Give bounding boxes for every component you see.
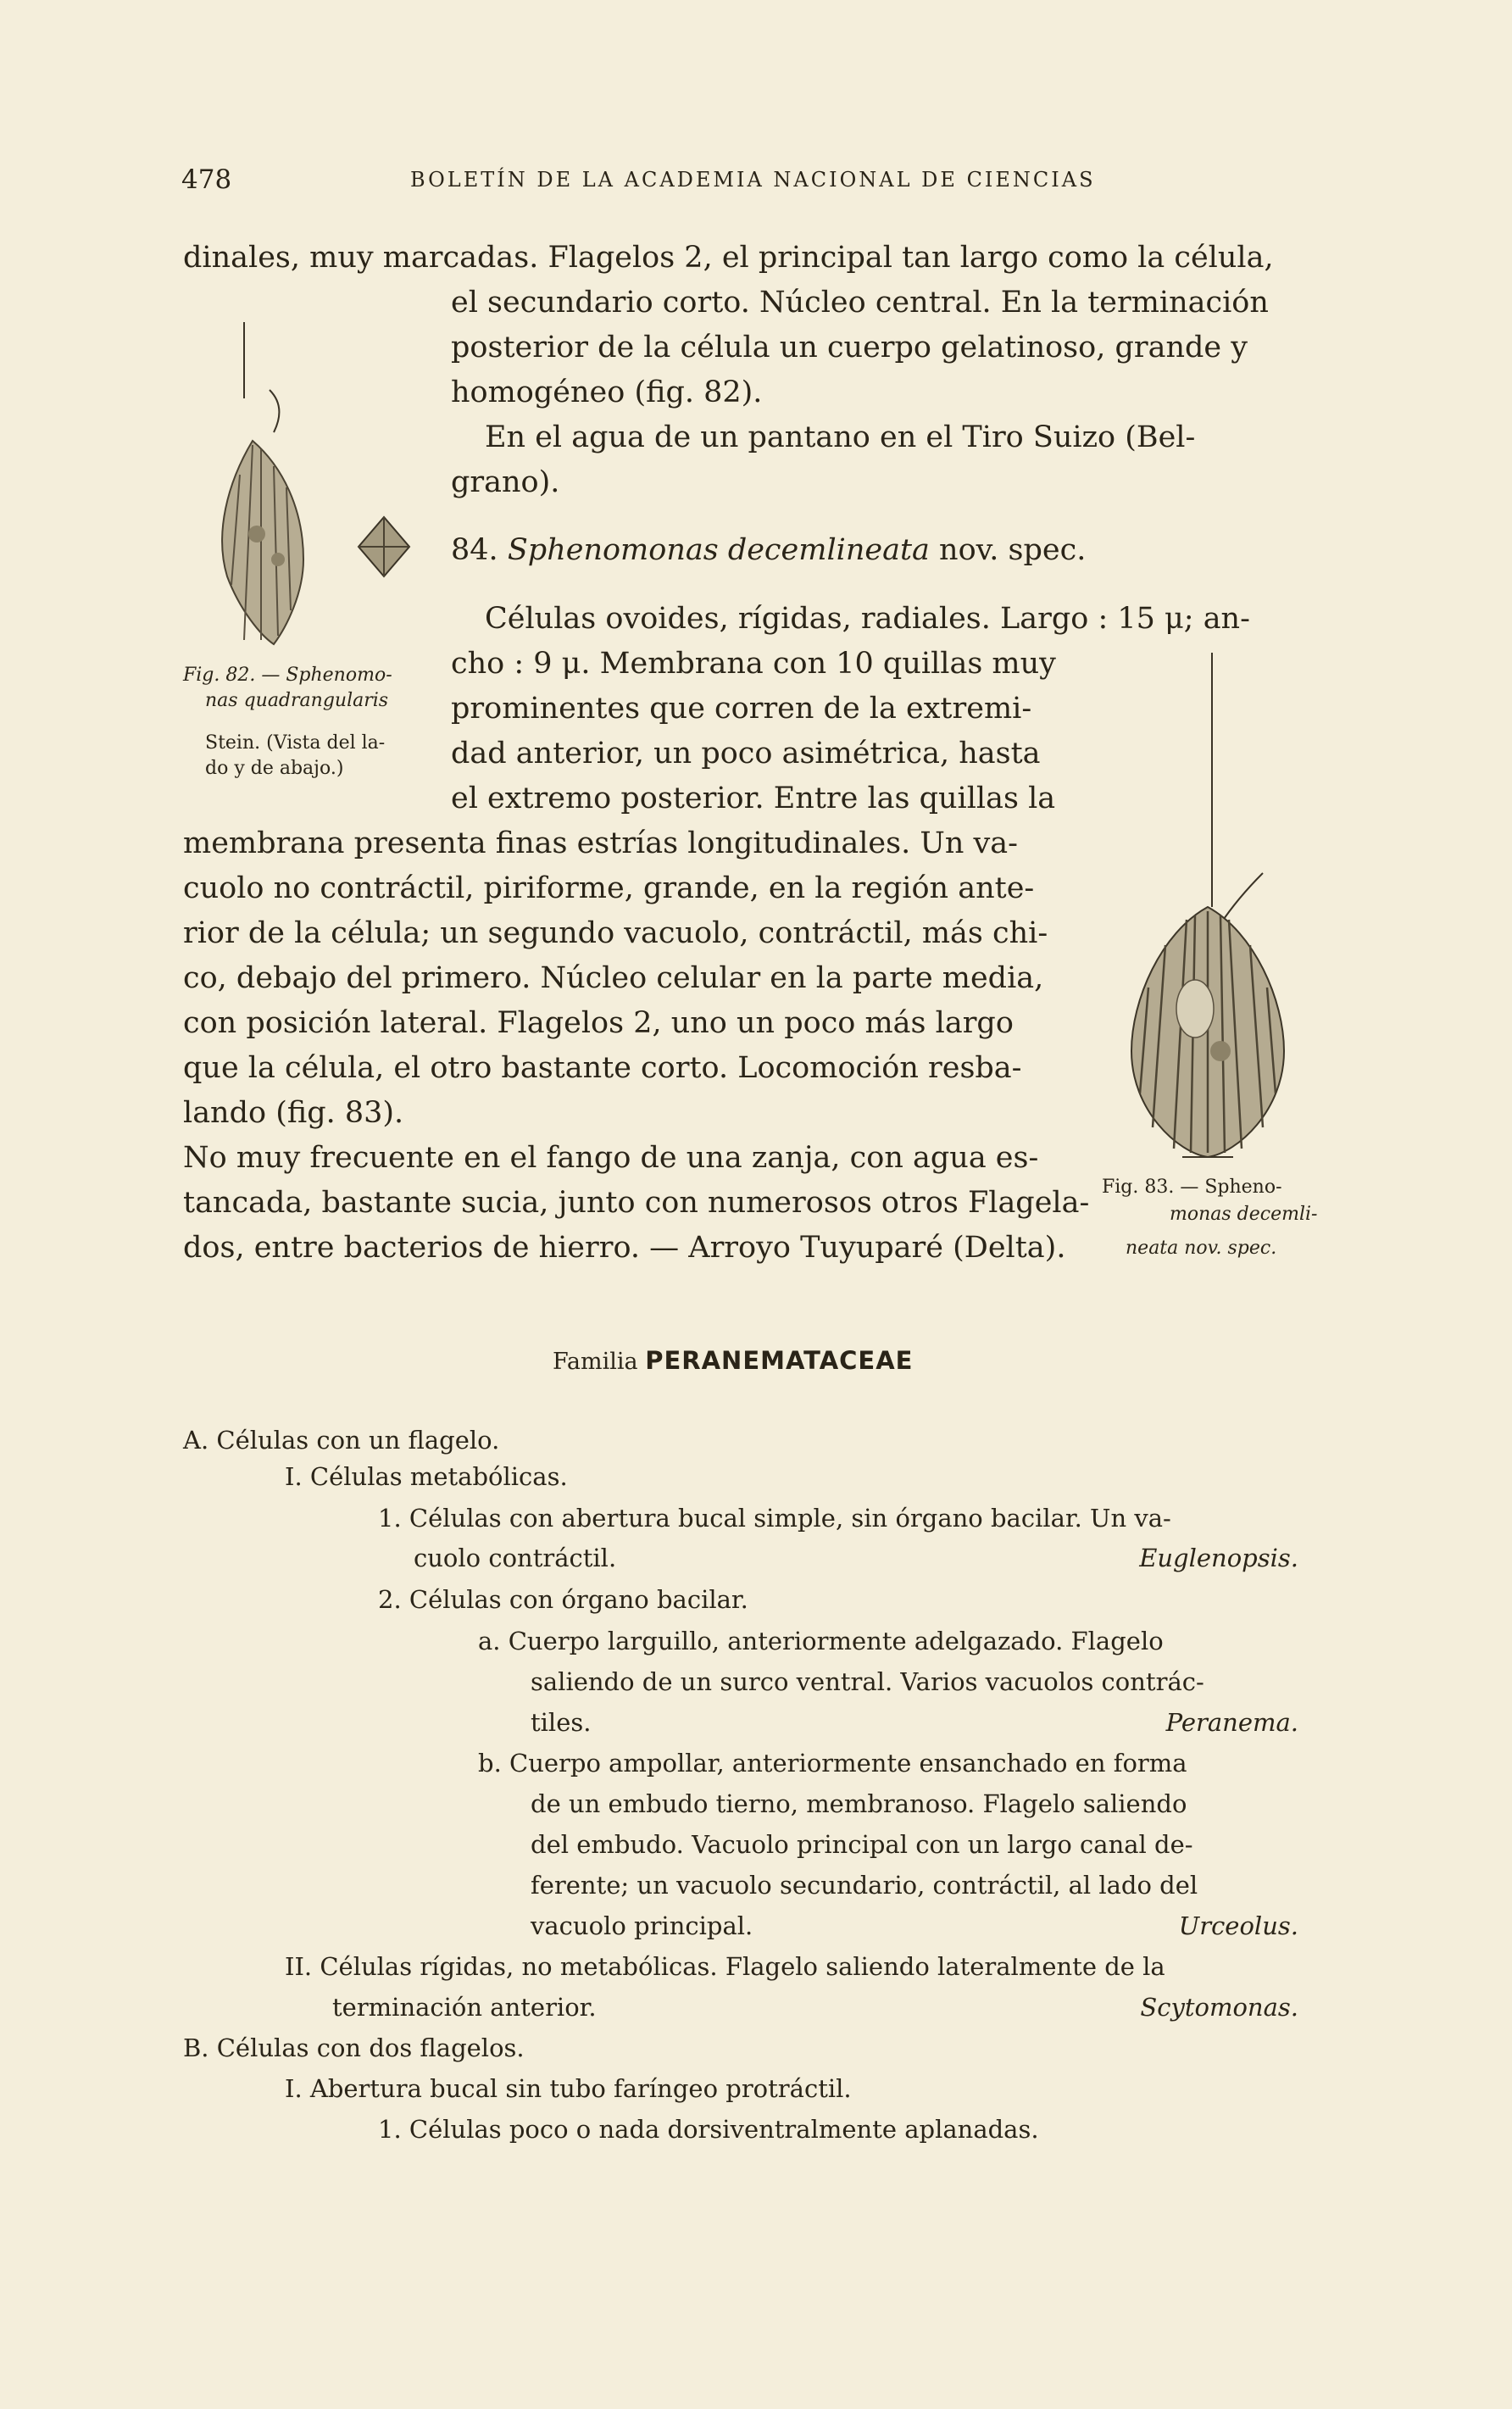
key-line: cuolo contráctil. Euglenopsis. <box>414 1544 1298 1572</box>
species-heading <box>451 533 1087 567</box>
species-name: Sphenomonas decemlineata <box>507 533 930 567</box>
desc-line: dos, entre bacterios de hierro. — Arroyo Tuyuparé (Delta). <box>183 1231 1066 1265</box>
family-heading <box>553 1346 914 1375</box>
desc-line: cuolo no contráctil, piriforme, grande, en la región ante- <box>183 871 1035 905</box>
key-line: II. Células rígidas, no metabólicas. Flagelo saliendo lateralmente de la <box>285 1952 1165 1981</box>
genus-name: Urceolus. <box>1178 1911 1298 1940</box>
body-line: posterior de la célula un cuerpo gelatinoso, grande y <box>451 331 1248 364</box>
desc-line: dad anterior, un poco asimétrica, hasta <box>451 737 1041 771</box>
desc-line: membrana presenta finas estrías longitudinales. Un va- <box>183 826 1018 860</box>
desc-line: el extremo posterior. Entre las quillas la <box>451 782 1056 815</box>
species-suffix: nov. spec. <box>939 533 1087 567</box>
journal-title: BOLETÍN DE LA ACADEMIA NACIONAL DE CIENCIAS <box>410 168 1096 192</box>
key-line: saliendo de un surco ventral. Varios vacuolos contrác- <box>531 1667 1204 1696</box>
body-line: En el agua de un pantano en el Tiro Suizo (Bel- <box>485 420 1196 454</box>
desc-line: cho : 9 μ. Membrana con 10 quillas muy <box>451 647 1056 681</box>
running-head <box>181 164 1309 198</box>
key-line: ferente; un vacuolo secundario, contráctil, al lado del <box>531 1871 1198 1900</box>
key-line: A. Células con un flagelo. <box>183 1426 500 1455</box>
key-line: 1. Células con abertura bucal simple, sin órgano bacilar. Un va- <box>378 1504 1171 1533</box>
genus-name: Euglenopsis. <box>1139 1544 1298 1572</box>
genus-name: Peranema. <box>1165 1708 1298 1737</box>
fig82-caption-line: nas quadrangularis <box>205 690 389 711</box>
fig83-caption-line: neata nov. spec. <box>1126 1238 1277 1259</box>
page-number: 478 <box>181 164 232 195</box>
desc-line: con posición lateral. Flagelos 2, uno un poco más largo <box>183 1006 1014 1040</box>
family-prefix: Familia <box>553 1349 638 1375</box>
desc-line: co, debajo del primero. Núcleo celular en la parte media, <box>183 961 1044 995</box>
fig82-caption-line: do y de abajo.) <box>205 758 344 779</box>
body-line: homogéneo (fig. 82). <box>451 376 763 409</box>
fig82-caption-line: Stein. (Vista del la- <box>205 732 386 754</box>
fig82-illustration <box>193 305 431 661</box>
key-line: b. Cuerpo ampollar, anteriormente ensanchado en forma <box>478 1749 1187 1778</box>
desc-line: Células ovoides, rígidas, radiales. Largo : 15 μ; an- <box>485 602 1250 636</box>
key-line: tiles. Peranema. <box>531 1708 1298 1737</box>
key-line: vacuolo principal. Urceolus. <box>531 1911 1298 1940</box>
key-line: de un embudo tierno, membranoso. Flagelo saliendo <box>531 1789 1187 1818</box>
genus-name: Scytomonas. <box>1140 1993 1298 2022</box>
body-line: dinales, muy marcadas. Flagelos 2, el principal tan largo como la célula, <box>183 241 1274 275</box>
desc-line: prominentes que corren de la extremi- <box>451 692 1032 726</box>
fig83-illustration <box>1093 653 1322 1170</box>
key-line: I. Células metabólicas. <box>285 1462 568 1491</box>
key-line: B. Células con dos flagelos. <box>183 2033 525 2062</box>
fig82-caption-line: Fig. 82. — Sphenomo- <box>183 665 392 686</box>
key-line: I. Abertura bucal sin tubo faríngeo protráctil. <box>285 2074 852 2103</box>
desc-line: que la célula, el otro bastante corto. Locomoción resba- <box>183 1051 1022 1085</box>
desc-line: lando (fig. 83). <box>183 1096 404 1130</box>
key-line: a. Cuerpo larguillo, anteriormente adelgazado. Flagelo <box>478 1627 1164 1655</box>
species-number: 84. <box>451 533 498 567</box>
body-line: grano). <box>451 465 560 499</box>
key-line: terminación anterior. Scytomonas. <box>332 1993 1298 2022</box>
desc-line: No muy frecuente en el fango de una zanja, con agua es- <box>183 1141 1039 1175</box>
fig83-caption-line: Fig. 83. — Spheno- <box>1102 1177 1282 1198</box>
body-line: el secundario corto. Núcleo central. En la terminación <box>451 286 1269 320</box>
key-line: 1. Células poco o nada dorsiventralmente aplanadas. <box>378 2115 1039 2144</box>
family-name: PERANEMATACEAE <box>645 1346 914 1375</box>
key-line: del embudo. Vacuolo principal con un largo canal de- <box>531 1830 1193 1859</box>
fig83-caption-line: monas decemli- <box>1170 1204 1318 1225</box>
desc-line: tancada, bastante sucia, junto con numerosos otros Flagela- <box>183 1186 1090 1220</box>
key-line: 2. Células con órgano bacilar. <box>378 1585 748 1614</box>
desc-line: rior de la célula; un segundo vacuolo, contráctil, más chi- <box>183 916 1048 950</box>
